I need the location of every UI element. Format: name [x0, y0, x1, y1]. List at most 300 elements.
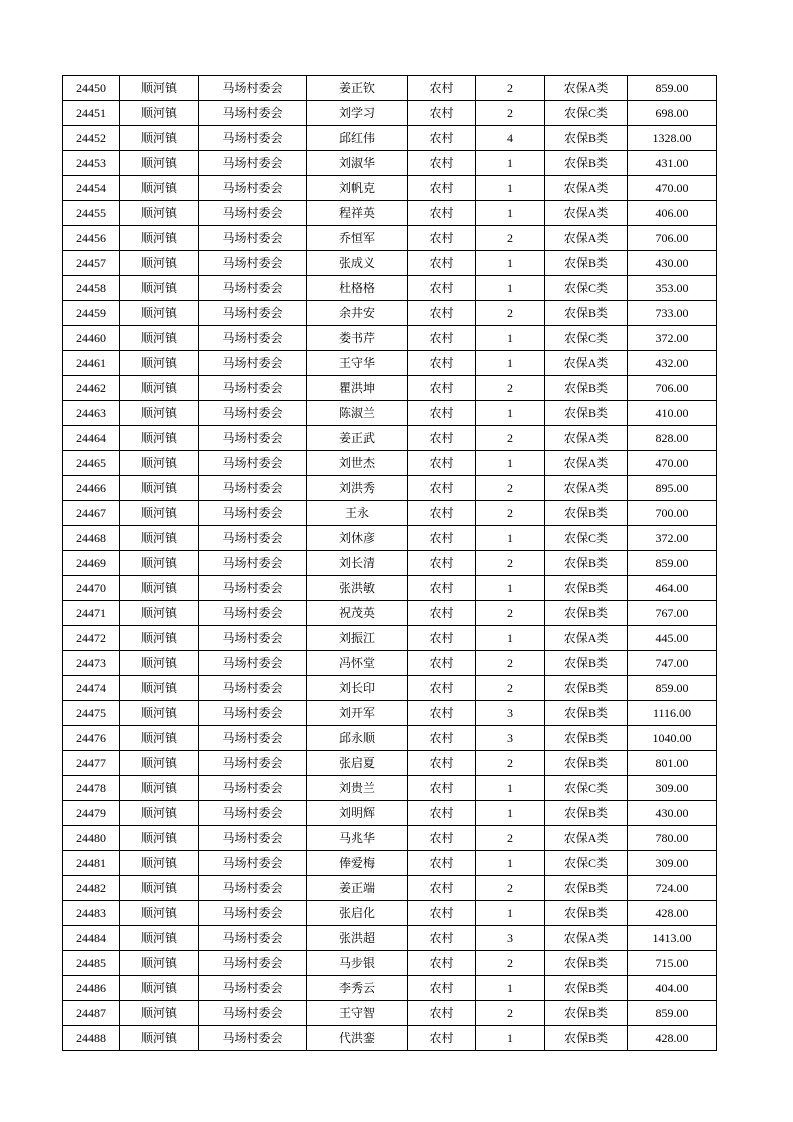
cell-village: 马场村委会: [199, 1001, 307, 1026]
cell-amount: 724.00: [628, 876, 717, 901]
cell-type: 农村: [408, 151, 476, 176]
cell-name: 王永: [307, 501, 408, 526]
cell-name: 王守华: [307, 351, 408, 376]
cell-amount: 828.00: [628, 426, 717, 451]
cell-count: 1: [476, 326, 545, 351]
table-row: [63, 676, 717, 701]
cell-count: 2: [476, 751, 545, 776]
cell-id: 24451: [63, 101, 120, 126]
cell-id: 24465: [63, 451, 120, 476]
cell-category: 农保B类: [545, 576, 628, 601]
cell-name: 张成义: [307, 251, 408, 276]
cell-amount: 1116.00: [628, 701, 717, 726]
cell-category: 农保B类: [545, 251, 628, 276]
cell-id: 24479: [63, 801, 120, 826]
cell-amount: 372.00: [628, 326, 717, 351]
cell-id: 24466: [63, 476, 120, 501]
cell-amount: 700.00: [628, 501, 717, 526]
cell-id: 24468: [63, 526, 120, 551]
cell-town: 顺河镇: [120, 1026, 199, 1051]
cell-category: 农保A类: [545, 626, 628, 651]
table-row: [63, 251, 717, 276]
table-row: [63, 426, 717, 451]
cell-count: 3: [476, 701, 545, 726]
table-row: [63, 576, 717, 601]
cell-village: 马场村委会: [199, 526, 307, 551]
cell-count: 1: [476, 976, 545, 1001]
cell-village: 马场村委会: [199, 601, 307, 626]
table-row: [63, 1026, 717, 1051]
cell-type: 农村: [408, 601, 476, 626]
cell-id: 24456: [63, 226, 120, 251]
cell-amount: 1413.00: [628, 926, 717, 951]
cell-amount: 470.00: [628, 176, 717, 201]
cell-amount: 706.00: [628, 226, 717, 251]
cell-village: 马场村委会: [199, 901, 307, 926]
cell-count: 2: [476, 501, 545, 526]
cell-name: 余井安: [307, 301, 408, 326]
cell-village: 马场村委会: [199, 926, 307, 951]
cell-name: 冯怀堂: [307, 651, 408, 676]
cell-village: 马场村委会: [199, 301, 307, 326]
cell-count: 2: [476, 476, 545, 501]
table-row: [63, 626, 717, 651]
cell-town: 顺河镇: [120, 476, 199, 501]
cell-town: 顺河镇: [120, 776, 199, 801]
cell-type: 农村: [408, 726, 476, 751]
cell-name: 张洪超: [307, 926, 408, 951]
cell-village: 马场村委会: [199, 776, 307, 801]
cell-name: 程祥英: [307, 201, 408, 226]
cell-village: 马场村委会: [199, 426, 307, 451]
cell-name: 瞿洪坤: [307, 376, 408, 401]
table-row: [63, 726, 717, 751]
cell-type: 农村: [408, 776, 476, 801]
cell-type: 农村: [408, 201, 476, 226]
cell-type: 农村: [408, 976, 476, 1001]
cell-village: 马场村委会: [199, 176, 307, 201]
cell-category: 农保B类: [545, 401, 628, 426]
table-row: [63, 526, 717, 551]
cell-name: 刘洪秀: [307, 476, 408, 501]
cell-name: 刘学习: [307, 101, 408, 126]
cell-amount: 428.00: [628, 1026, 717, 1051]
cell-name: 刘振江: [307, 626, 408, 651]
cell-name: 乔恒军: [307, 226, 408, 251]
cell-village: 马场村委会: [199, 626, 307, 651]
cell-town: 顺河镇: [120, 276, 199, 301]
cell-count: 2: [476, 76, 545, 101]
cell-village: 马场村委会: [199, 151, 307, 176]
cell-amount: 464.00: [628, 576, 717, 601]
cell-town: 顺河镇: [120, 601, 199, 626]
cell-count: 3: [476, 926, 545, 951]
cell-name: 刘开军: [307, 701, 408, 726]
cell-town: 顺河镇: [120, 826, 199, 851]
cell-category: 农保B类: [545, 676, 628, 701]
cell-village: 马场村委会: [199, 651, 307, 676]
cell-name: 马步银: [307, 951, 408, 976]
table-row: [63, 976, 717, 1001]
cell-category: 农保A类: [545, 76, 628, 101]
cell-category: 农保B类: [545, 976, 628, 1001]
cell-type: 农村: [408, 226, 476, 251]
cell-village: 马场村委会: [199, 876, 307, 901]
table-row: [63, 176, 717, 201]
cell-count: 2: [476, 1001, 545, 1026]
cell-category: 农保A类: [545, 926, 628, 951]
cell-id: 24467: [63, 501, 120, 526]
table-row: [63, 451, 717, 476]
table-row: [63, 301, 717, 326]
cell-name: 刘长清: [307, 551, 408, 576]
cell-category: 农保B类: [545, 726, 628, 751]
cell-amount: 470.00: [628, 451, 717, 476]
cell-category: 农保B类: [545, 126, 628, 151]
table-row: [63, 226, 717, 251]
cell-amount: 895.00: [628, 476, 717, 501]
cell-id: 24475: [63, 701, 120, 726]
table-row: [63, 501, 717, 526]
cell-count: 2: [476, 551, 545, 576]
cell-name: 俸爱梅: [307, 851, 408, 876]
table-row: [63, 601, 717, 626]
cell-amount: 410.00: [628, 401, 717, 426]
cell-id: 24488: [63, 1026, 120, 1051]
cell-town: 顺河镇: [120, 876, 199, 901]
cell-town: 顺河镇: [120, 801, 199, 826]
cell-category: 农保B类: [545, 1001, 628, 1026]
cell-id: 24455: [63, 201, 120, 226]
cell-name: 刘帆克: [307, 176, 408, 201]
cell-count: 2: [476, 676, 545, 701]
cell-village: 马场村委会: [199, 1026, 307, 1051]
cell-village: 马场村委会: [199, 701, 307, 726]
cell-name: 代洪銮: [307, 1026, 408, 1051]
cell-category: 农保B类: [545, 701, 628, 726]
table-row: [63, 776, 717, 801]
cell-count: 1: [476, 901, 545, 926]
cell-village: 马场村委会: [199, 826, 307, 851]
cell-id: 24470: [63, 576, 120, 601]
cell-village: 马场村委会: [199, 501, 307, 526]
cell-count: 1: [476, 451, 545, 476]
cell-amount: 706.00: [628, 376, 717, 401]
cell-amount: 859.00: [628, 76, 717, 101]
cell-type: 农村: [408, 101, 476, 126]
cell-village: 马场村委会: [199, 251, 307, 276]
cell-name: 张启化: [307, 901, 408, 926]
cell-category: 农保C类: [545, 276, 628, 301]
cell-type: 农村: [408, 926, 476, 951]
cell-type: 农村: [408, 701, 476, 726]
cell-village: 马场村委会: [199, 751, 307, 776]
table-row: [63, 401, 717, 426]
data-table: [62, 75, 717, 1051]
cell-category: 农保C类: [545, 326, 628, 351]
cell-name: 邱永顺: [307, 726, 408, 751]
cell-count: 2: [476, 376, 545, 401]
cell-count: 2: [476, 226, 545, 251]
cell-type: 农村: [408, 326, 476, 351]
cell-amount: 431.00: [628, 151, 717, 176]
cell-amount: 309.00: [628, 851, 717, 876]
cell-type: 农村: [408, 851, 476, 876]
cell-id: 24461: [63, 351, 120, 376]
cell-type: 农村: [408, 951, 476, 976]
cell-category: 农保B类: [545, 551, 628, 576]
cell-town: 顺河镇: [120, 326, 199, 351]
table-row: [63, 651, 717, 676]
table-row: [63, 926, 717, 951]
cell-town: 顺河镇: [120, 701, 199, 726]
cell-count: 2: [476, 951, 545, 976]
cell-name: 张洪敏: [307, 576, 408, 601]
cell-type: 农村: [408, 126, 476, 151]
cell-category: 农保B类: [545, 1026, 628, 1051]
cell-town: 顺河镇: [120, 951, 199, 976]
cell-category: 农保B类: [545, 651, 628, 676]
cell-town: 顺河镇: [120, 926, 199, 951]
cell-category: 农保B类: [545, 876, 628, 901]
cell-id: 24472: [63, 626, 120, 651]
cell-category: 农保B类: [545, 801, 628, 826]
table-row: [63, 351, 717, 376]
cell-count: 1: [476, 526, 545, 551]
cell-amount: 780.00: [628, 826, 717, 851]
cell-amount: 859.00: [628, 676, 717, 701]
cell-category: 农保C类: [545, 526, 628, 551]
cell-type: 农村: [408, 351, 476, 376]
cell-id: 24484: [63, 926, 120, 951]
cell-type: 农村: [408, 576, 476, 601]
cell-amount: 747.00: [628, 651, 717, 676]
cell-category: 农保A类: [545, 426, 628, 451]
cell-type: 农村: [408, 876, 476, 901]
cell-count: 1: [476, 626, 545, 651]
table-row: [63, 1001, 717, 1026]
cell-id: 24452: [63, 126, 120, 151]
cell-count: 2: [476, 301, 545, 326]
cell-town: 顺河镇: [120, 226, 199, 251]
cell-town: 顺河镇: [120, 376, 199, 401]
cell-category: 农保B类: [545, 751, 628, 776]
cell-id: 24464: [63, 426, 120, 451]
cell-type: 农村: [408, 751, 476, 776]
cell-village: 马场村委会: [199, 726, 307, 751]
table-row: [63, 801, 717, 826]
cell-category: 农保B类: [545, 376, 628, 401]
cell-category: 农保B类: [545, 951, 628, 976]
table-row: [63, 851, 717, 876]
table-row: [63, 126, 717, 151]
cell-amount: 767.00: [628, 601, 717, 626]
cell-count: 1: [476, 801, 545, 826]
cell-category: 农保A类: [545, 176, 628, 201]
cell-count: 1: [476, 576, 545, 601]
cell-amount: 445.00: [628, 626, 717, 651]
cell-type: 农村: [408, 626, 476, 651]
cell-count: 1: [476, 851, 545, 876]
cell-name: 姜正钦: [307, 76, 408, 101]
table-row: [63, 76, 717, 101]
cell-count: 1: [476, 776, 545, 801]
cell-name: 姜正武: [307, 426, 408, 451]
cell-town: 顺河镇: [120, 726, 199, 751]
cell-village: 马场村委会: [199, 951, 307, 976]
cell-count: 1: [476, 401, 545, 426]
cell-amount: 372.00: [628, 526, 717, 551]
cell-town: 顺河镇: [120, 851, 199, 876]
cell-name: 祝茂英: [307, 601, 408, 626]
cell-village: 马场村委会: [199, 676, 307, 701]
cell-type: 农村: [408, 251, 476, 276]
cell-count: 2: [476, 876, 545, 901]
cell-count: 3: [476, 726, 545, 751]
cell-category: 农保A类: [545, 451, 628, 476]
table-row: [63, 376, 717, 401]
cell-id: 24469: [63, 551, 120, 576]
cell-town: 顺河镇: [120, 426, 199, 451]
cell-type: 农村: [408, 501, 476, 526]
cell-village: 马场村委会: [199, 276, 307, 301]
cell-count: 1: [476, 276, 545, 301]
cell-id: 24471: [63, 601, 120, 626]
cell-id: 24453: [63, 151, 120, 176]
cell-amount: 801.00: [628, 751, 717, 776]
cell-town: 顺河镇: [120, 101, 199, 126]
cell-town: 顺河镇: [120, 351, 199, 376]
cell-type: 农村: [408, 426, 476, 451]
cell-amount: 430.00: [628, 801, 717, 826]
cell-id: 24480: [63, 826, 120, 851]
cell-name: 刘明辉: [307, 801, 408, 826]
cell-type: 农村: [408, 401, 476, 426]
cell-type: 农村: [408, 176, 476, 201]
cell-type: 农村: [408, 1001, 476, 1026]
cell-count: 2: [476, 101, 545, 126]
cell-town: 顺河镇: [120, 651, 199, 676]
cell-village: 马场村委会: [199, 226, 307, 251]
table-row: [63, 326, 717, 351]
cell-id: 24462: [63, 376, 120, 401]
cell-count: 4: [476, 126, 545, 151]
table-row: [63, 151, 717, 176]
cell-type: 农村: [408, 901, 476, 926]
cell-amount: 428.00: [628, 901, 717, 926]
cell-id: 24483: [63, 901, 120, 926]
cell-village: 马场村委会: [199, 376, 307, 401]
cell-id: 24450: [63, 76, 120, 101]
cell-id: 24459: [63, 301, 120, 326]
cell-town: 顺河镇: [120, 676, 199, 701]
table-row: [63, 826, 717, 851]
cell-category: 农保C类: [545, 851, 628, 876]
cell-amount: 309.00: [628, 776, 717, 801]
cell-count: 1: [476, 1026, 545, 1051]
table-row: [63, 901, 717, 926]
cell-type: 农村: [408, 676, 476, 701]
cell-type: 农村: [408, 301, 476, 326]
cell-name: 刘淑华: [307, 151, 408, 176]
cell-name: 姜正端: [307, 876, 408, 901]
cell-category: 农保A类: [545, 226, 628, 251]
cell-amount: 698.00: [628, 101, 717, 126]
table-row: [63, 951, 717, 976]
cell-town: 顺河镇: [120, 501, 199, 526]
cell-category: 农保A类: [545, 351, 628, 376]
cell-count: 2: [476, 426, 545, 451]
cell-village: 马场村委会: [199, 551, 307, 576]
cell-town: 顺河镇: [120, 551, 199, 576]
cell-town: 顺河镇: [120, 626, 199, 651]
cell-id: 24474: [63, 676, 120, 701]
cell-type: 农村: [408, 651, 476, 676]
table-row: [63, 751, 717, 776]
cell-type: 农村: [408, 826, 476, 851]
cell-town: 顺河镇: [120, 76, 199, 101]
cell-type: 农村: [408, 451, 476, 476]
cell-village: 马场村委会: [199, 126, 307, 151]
cell-town: 顺河镇: [120, 301, 199, 326]
cell-village: 马场村委会: [199, 476, 307, 501]
cell-type: 农村: [408, 801, 476, 826]
cell-amount: 406.00: [628, 201, 717, 226]
cell-amount: 715.00: [628, 951, 717, 976]
cell-village: 马场村委会: [199, 101, 307, 126]
cell-name: 娄书芹: [307, 326, 408, 351]
cell-id: 24476: [63, 726, 120, 751]
cell-name: 刘世杰: [307, 451, 408, 476]
cell-id: 24454: [63, 176, 120, 201]
cell-town: 顺河镇: [120, 526, 199, 551]
table-row: [63, 476, 717, 501]
cell-id: 24477: [63, 751, 120, 776]
cell-amount: 733.00: [628, 301, 717, 326]
table-row: [63, 201, 717, 226]
cell-name: 杜格格: [307, 276, 408, 301]
cell-type: 农村: [408, 376, 476, 401]
cell-type: 农村: [408, 476, 476, 501]
table-row: [63, 551, 717, 576]
cell-id: 24458: [63, 276, 120, 301]
cell-id: 24482: [63, 876, 120, 901]
cell-count: 1: [476, 351, 545, 376]
table-row: [63, 101, 717, 126]
cell-name: 刘长印: [307, 676, 408, 701]
cell-amount: 404.00: [628, 976, 717, 1001]
cell-count: 1: [476, 151, 545, 176]
cell-town: 顺河镇: [120, 176, 199, 201]
cell-id: 24457: [63, 251, 120, 276]
cell-amount: 353.00: [628, 276, 717, 301]
cell-amount: 859.00: [628, 551, 717, 576]
cell-town: 顺河镇: [120, 401, 199, 426]
cell-name: 刘休彦: [307, 526, 408, 551]
table-body: [63, 76, 717, 1051]
cell-id: 24485: [63, 951, 120, 976]
cell-count: 2: [476, 651, 545, 676]
cell-id: 24460: [63, 326, 120, 351]
cell-id: 24463: [63, 401, 120, 426]
cell-type: 农村: [408, 551, 476, 576]
cell-id: 24478: [63, 776, 120, 801]
cell-village: 马场村委会: [199, 801, 307, 826]
cell-village: 马场村委会: [199, 451, 307, 476]
cell-amount: 432.00: [628, 351, 717, 376]
cell-id: 24473: [63, 651, 120, 676]
cell-category: 农保C类: [545, 101, 628, 126]
